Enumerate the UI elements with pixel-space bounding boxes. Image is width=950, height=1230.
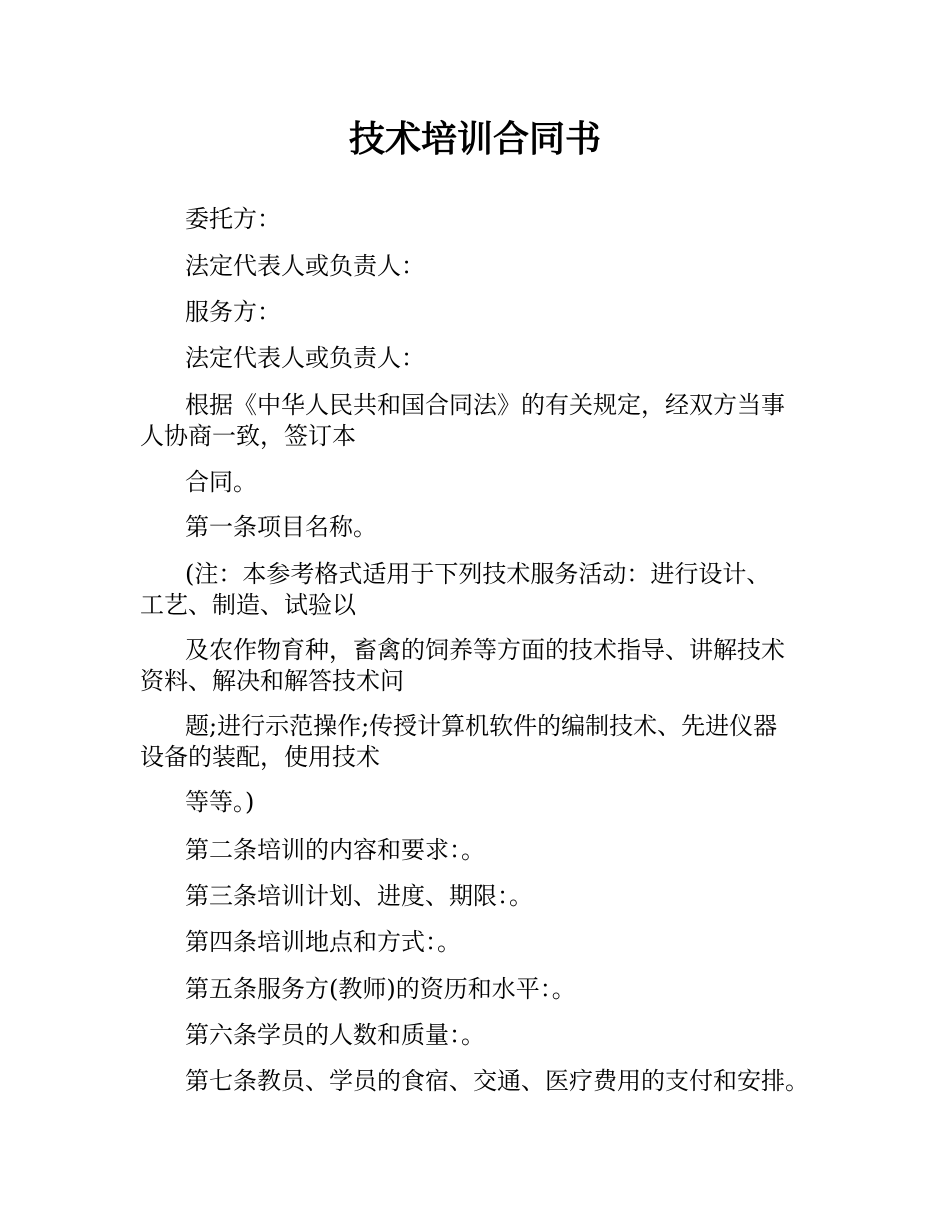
paragraph-line: 第六条学员的人数和质量：。 — [185, 1021, 485, 1049]
article-6-paragraph — [140, 1020, 880, 1051]
article-5-paragraph — [140, 974, 880, 1005]
paragraph-line: 等等。) — [185, 788, 255, 816]
note-continuation-paragraph — [140, 635, 880, 697]
paragraph-line: 合同。 — [185, 468, 257, 496]
preamble-continuation-paragraph — [140, 467, 880, 498]
paragraph-line: 第七条教员、学员的食宿、交通、医疗费用的支付和安排。 — [185, 1067, 809, 1095]
article-3-paragraph — [140, 881, 880, 912]
paragraph-line: 第五条服务方(教师)的资历和水平：。 — [185, 975, 576, 1003]
paragraph-line: 第三条培训计划、进度、期限：。 — [185, 882, 533, 910]
note-paragraph — [140, 559, 880, 621]
paragraph-line: 法定代表人或负责人： — [185, 252, 425, 280]
paragraph-line: 委托方： — [185, 205, 281, 233]
note-continuation-paragraph — [140, 711, 880, 773]
paragraph-line: 及农作物育种，畜禽的饲养等方面的技术指导、讲解技术 — [185, 636, 785, 664]
provider-legal-rep-paragraph — [140, 343, 880, 374]
client-label-paragraph — [140, 204, 880, 235]
paragraph-line: 第二条培训的内容和要求：。 — [185, 836, 485, 864]
paragraph-line: 法定代表人或负责人： — [185, 344, 425, 372]
provider-label-paragraph — [140, 297, 880, 328]
paragraph-line: 第四条培训地点和方式：。 — [185, 928, 461, 956]
note-end-paragraph — [140, 787, 880, 818]
document-title: 技术培训合同书 — [348, 119, 601, 160]
article-1-paragraph — [140, 512, 880, 543]
paragraph-line: 服务方： — [185, 298, 281, 326]
article-7-paragraph — [140, 1066, 880, 1097]
paragraph-line: (注：本参考格式适用于下列技术服务活动：进行设计、 — [185, 560, 771, 588]
article-2-paragraph — [140, 835, 880, 866]
paragraph-line: 工艺、制造、试验以 — [140, 591, 356, 619]
paragraph-line: 资料、解决和解答技术问 — [140, 667, 404, 695]
paragraph-line: 第一条项目名称。 — [185, 513, 377, 541]
client-legal-rep-paragraph — [140, 251, 880, 282]
paragraph-line: 题;进行示范操作;传授计算机软件的编制技术、先进仪器 — [185, 712, 778, 740]
paragraph-line: 人协商一致，签订本 — [140, 422, 356, 450]
paragraph-line: 设备的装配，使用技术 — [140, 743, 380, 771]
paragraph-line: 根据《中华人民共和国合同法》的有关规定，经双方当事 — [185, 391, 785, 419]
article-4-paragraph — [140, 927, 880, 958]
preamble-paragraph — [140, 390, 880, 452]
